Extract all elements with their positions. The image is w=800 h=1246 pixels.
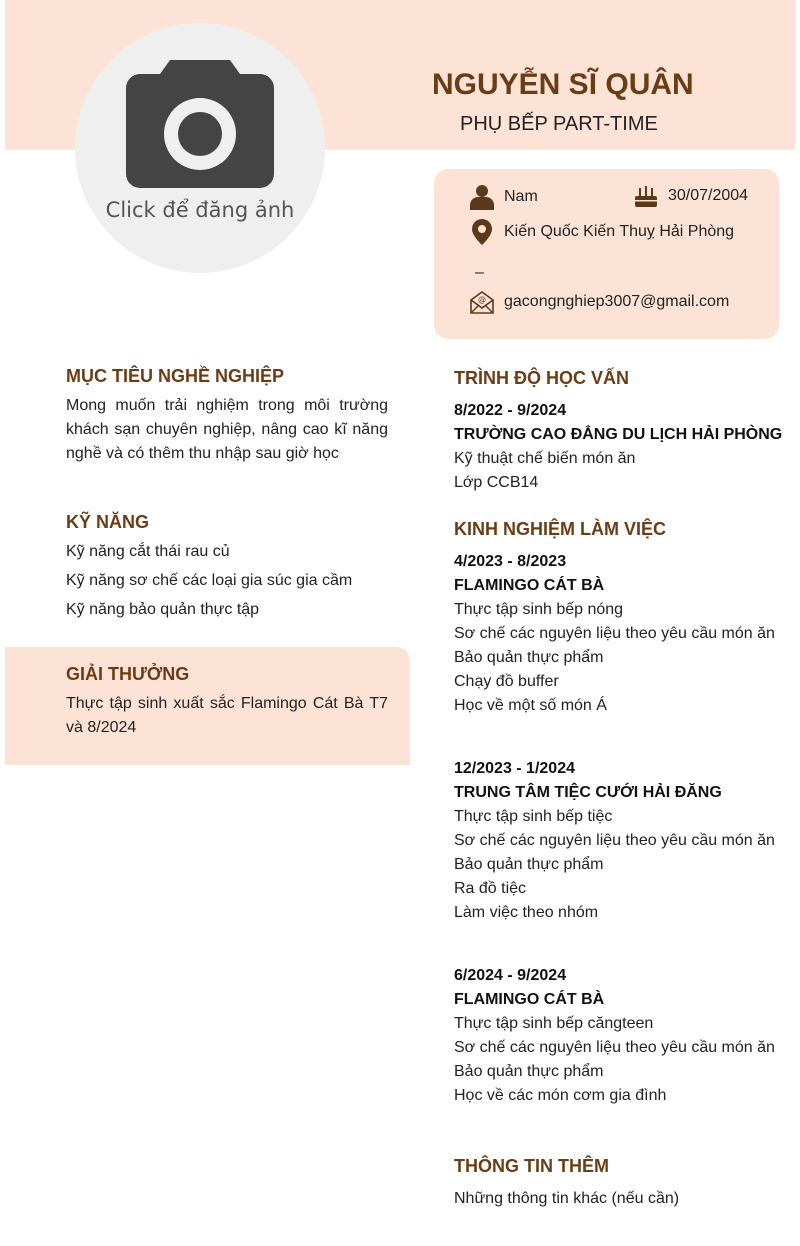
objective-text: Mong muốn trải nghiệm trong môi trường khách sạn chuyên nghiệp, nâng cao kĩ năng nghề và có thêm thu nhập sau giờ học (66, 397, 388, 462)
skill-item: Kỹ năng cắt thái rau củ (66, 543, 230, 560)
contact-gender (470, 184, 538, 210)
svg-text:@: @ (478, 295, 486, 304)
contact-phone (475, 264, 484, 282)
job-line: Chạy đồ buffer (454, 673, 559, 690)
person-icon (470, 184, 494, 210)
cake-icon (634, 184, 658, 208)
skill-item: Kỹ năng sơ chế các loại gia súc gia cầm (66, 572, 353, 589)
job-date: 12/2023 - 1/2024 (454, 760, 575, 777)
education-major: Kỹ thuật chế biến món ăn (454, 450, 636, 467)
job-line: Thực tập sinh bếp tiệc (454, 808, 613, 825)
contact-email (470, 290, 729, 314)
phone-value: – (475, 264, 484, 281)
address-value: Kiến Quốc Kiến Thuỵ Hải Phòng (504, 223, 735, 240)
awards-text: Thực tập sinh xuất sắc Flamingo Cát Bà T7 và 8/2024 (66, 695, 388, 736)
job-line: Sơ chế các nguyên liệu theo yêu cầu món ăn (454, 832, 775, 849)
education-title: TRÌNH ĐỘ HỌC VẤN (454, 368, 629, 388)
candidate-name: NGUYỄN SĨ QUÂN (432, 68, 694, 101)
job-line: Bảo quản thực phẩm (454, 856, 604, 873)
job-org: FLAMINGO CÁT BÀ (454, 991, 605, 1008)
contact-address (470, 219, 734, 245)
experience-entry (454, 550, 784, 718)
education-school: TRƯỜNG CAO ĐẲNG DU LỊCH HẢI PHÒNG (454, 426, 783, 443)
job-line: Ra đồ tiệc (454, 880, 527, 897)
experience-entry (454, 964, 784, 1108)
job-title: PHỤ BẾP PART-TIME (460, 113, 658, 135)
skill-item: Kỹ năng bảo quản thực tập (66, 601, 260, 618)
job-org: FLAMINGO CÁT BÀ (454, 577, 605, 594)
job-line: Học về một số món Á (454, 697, 607, 714)
extra-text: Những thông tin khác (nếu cần) (454, 1190, 680, 1207)
photo-upload-label: Click để đăng ảnh (105, 198, 295, 222)
job-line: Bảo quản thực phẩm (454, 1063, 604, 1080)
experience-title: KINH NGHIỆM LÀM VIỆC (454, 519, 667, 539)
job-line: Học về các món cơm gia đình (454, 1087, 667, 1104)
photo-upload[interactable] (75, 23, 325, 273)
job-date: 4/2023 - 8/2023 (454, 553, 567, 570)
job-org: TRUNG TÂM TIỆC CƯỚI HẢI ĐĂNG (454, 784, 722, 801)
map-pin-icon (470, 219, 494, 245)
job-line: Thực tập sinh bếp nóng (454, 601, 624, 618)
email-value: gacongnghiep3007@gmail.com (504, 293, 730, 310)
education-date: 8/2022 - 9/2024 (454, 402, 567, 419)
job-line: Bảo quản thực phẩm (454, 649, 604, 666)
experience-entry (454, 757, 784, 925)
birthday-value: 30/07/2004 (668, 187, 749, 204)
education-entry (454, 399, 784, 495)
contact-birthday (634, 184, 748, 208)
awards-title: GIẢI THƯỞNG (66, 664, 190, 684)
job-line: Sơ chế các nguyên liệu theo yêu cầu món ăn (454, 1039, 775, 1056)
extra-title: THÔNG TIN THÊM (454, 1156, 609, 1176)
job-date: 6/2024 - 9/2024 (454, 967, 567, 984)
mail-icon (470, 290, 494, 314)
education-class: Lớp CCB14 (454, 474, 539, 491)
job-line: Thực tập sinh bếp căngteen (454, 1015, 654, 1032)
camera-icon (126, 60, 274, 188)
gender-value: Nam (504, 188, 538, 205)
job-line: Sơ chế các nguyên liệu theo yêu cầu món ăn (454, 625, 775, 642)
job-line: Làm việc theo nhóm (454, 904, 599, 921)
objective-title: MỤC TIÊU NGHỀ NGHIỆP (66, 366, 285, 386)
skills-title: KỸ NĂNG (66, 512, 150, 532)
